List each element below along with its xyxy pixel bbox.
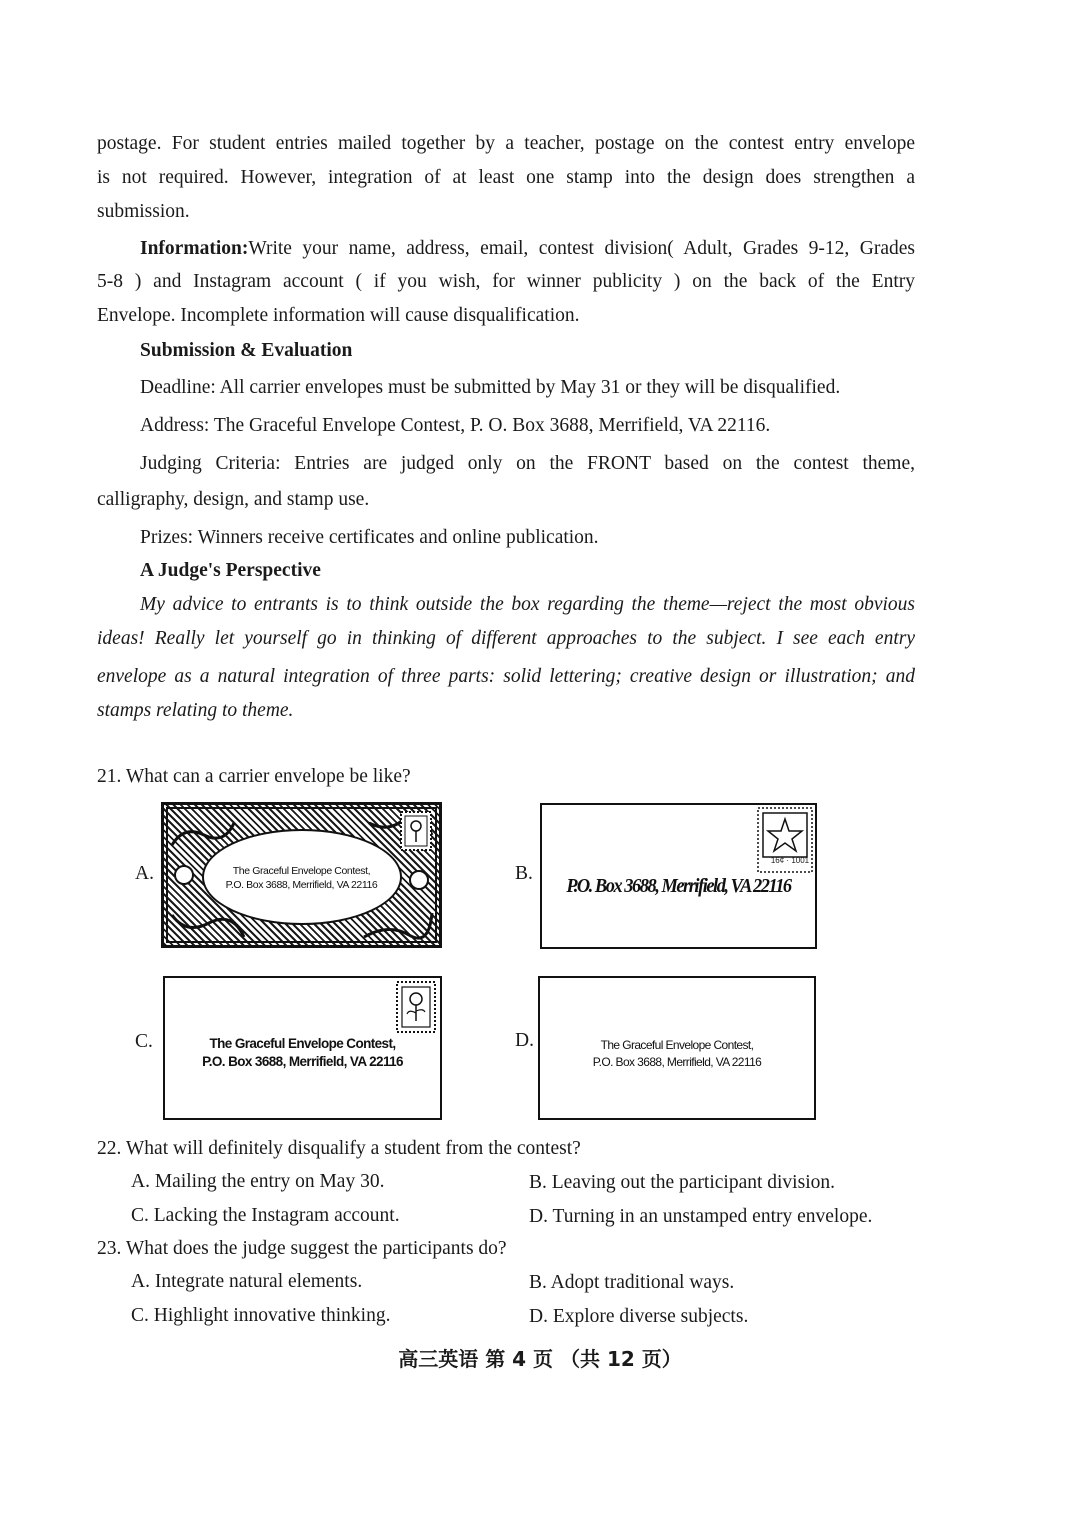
prizes-line: Prizes: Winners receive certificates and online publication.	[140, 527, 599, 548]
information-line-3: Envelope. Incomplete information will cause disqualification.	[97, 305, 580, 326]
envelope-c	[163, 976, 442, 1120]
q22-option-c: C. Lacking the Instagram account.	[131, 1205, 400, 1226]
envelope-d	[538, 976, 816, 1120]
q23-option-b: B. Adopt traditional ways.	[529, 1272, 735, 1293]
information-text-1: Write your name, address, email, contest division( Adult, Grades 9-12, Grades	[248, 238, 915, 259]
q21-option-a-label: A.	[135, 863, 154, 884]
q21-question: 21. What can a carrier envelope be like?	[97, 766, 411, 787]
q22-question: 22. What will definitely disqualify a student from the contest?	[97, 1138, 581, 1159]
q22-option-b: B. Leaving out the participant division.	[529, 1172, 835, 1193]
flower-stamp-icon	[396, 981, 436, 1033]
envelope-a-address-panel	[202, 829, 402, 925]
envelope-c-address-line-2: P.O. Box 3688, Merrifield, VA 22116	[202, 1054, 403, 1069]
judge-line-4: stamps relating to theme.	[97, 700, 294, 721]
information-line-2: 5-8 ) and Instagram account ( if you wish, for winner publicity ) on the back of the Entry	[97, 271, 915, 292]
postage-line-2: is not required. However, integration of at least one stamp into the design does strengthen a	[97, 167, 915, 188]
q22-option-d: D. Turning in an unstamped entry envelope.	[529, 1206, 873, 1227]
q21-option-c-label: C.	[135, 1031, 153, 1052]
envelope-d-address-line-1: The Graceful Envelope Contest,	[600, 1038, 754, 1052]
q23-question: 23. What does the judge suggest the participants do?	[97, 1238, 507, 1259]
judge-heading: A Judge's Perspective	[140, 560, 321, 581]
envelope-a-address-line-2: P.O. Box 3688, Merrifield, VA 22116	[225, 879, 378, 891]
envelope-c-address-line-1: The Graceful Envelope Contest,	[209, 1036, 396, 1051]
submission-heading: Submission & Evaluation	[140, 340, 353, 361]
q22-option-a: A. Mailing the entry on May 30.	[131, 1171, 385, 1192]
envelope-d-address-line-2: P.O. Box 3688, Merrifield, VA 22116	[592, 1055, 762, 1069]
envelope-b	[540, 803, 817, 949]
q23-option-d: D. Explore diverse subjects.	[529, 1306, 749, 1327]
address-line: Address: The Graceful Envelope Contest, P. O. Box 3688, Merrifield, VA 22116.	[140, 415, 771, 436]
envelope-a-address-line-1: The Graceful Envelope Contest,	[232, 865, 371, 877]
judge-line-2: ideas! Really let yourself go in thinking of different approaches to the subject. I see each entry	[97, 628, 915, 649]
postage-line-1: postage. For student entries mailed together by a teacher, postage on the contest entry envelope	[97, 133, 915, 154]
information-line-1	[140, 237, 915, 261]
flower-stamp-icon	[400, 811, 432, 851]
postage-line-3: submission.	[97, 201, 190, 222]
judging-line-2: calligraphy, design, and stamp use.	[97, 489, 370, 510]
q21-option-d-label: D.	[515, 1030, 534, 1051]
information-label: Information:	[140, 238, 249, 259]
judge-line-3: envelope as a natural integration of three parts: solid lettering; creative design or illustration; and	[97, 666, 915, 687]
page-footer: 高三英语 第 4 页 （共 12 页）	[398, 1347, 682, 1371]
q21-option-b-label: B.	[515, 863, 533, 884]
judge-line-1: My advice to entrants is to think outside the box regarding the theme—reject the most obvious	[140, 594, 915, 615]
envelope-a	[161, 802, 442, 948]
deadline-line: Deadline: All carrier envelopes must be submitted by May 31 or they will be disqualified.	[140, 377, 841, 398]
q23-option-c: C. Highlight innovative thinking.	[131, 1305, 391, 1326]
stamp-denomination: 16¢ · 1001	[770, 856, 810, 865]
envelope-b-address: P.O. Box 3688, Merrifield, VA 22116	[566, 875, 791, 897]
judging-line-1: Judging Criteria: Entries are judged only on the FRONT based on the contest theme,	[140, 453, 915, 474]
q23-option-a: A. Integrate natural elements.	[131, 1271, 363, 1292]
